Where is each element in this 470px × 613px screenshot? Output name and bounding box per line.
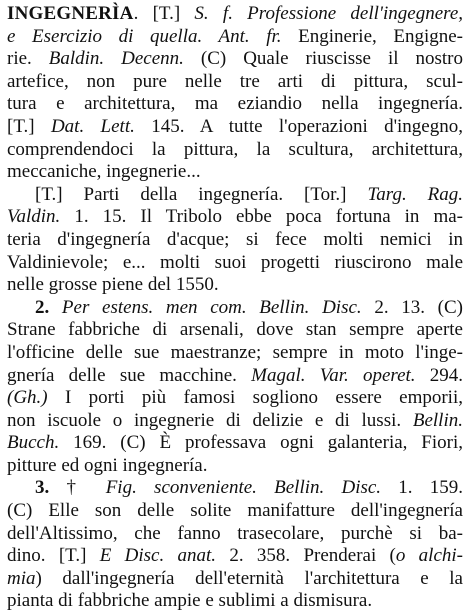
entry-line — [7, 116, 463, 139]
entry-line — [7, 274, 463, 297]
entry-text: comprendendoci la pittura, la scultura, architettura, — [7, 138, 463, 160]
entry-line — [7, 477, 463, 500]
entry-line — [7, 455, 463, 478]
entry-text: Valdinievole; e... molti suoi progetti riuscirono male — [7, 251, 463, 273]
entry-text: † — [66, 477, 106, 499]
entry-text: Valdin. — [7, 206, 61, 228]
entry-text: 1. 159. — [381, 477, 464, 499]
entry-line — [7, 432, 463, 455]
entry-line — [7, 545, 463, 568]
entry-text: mia — [7, 567, 36, 589]
entry-line — [7, 500, 463, 523]
entry-text: I porti più famosi sogliono essere emporii, — [47, 387, 463, 409]
entry-text: 3. — [35, 477, 67, 499]
headword: INGEGNERÌA — [7, 3, 134, 24]
entry-text: 1. 15. Il Tribolo ebbe poca fortuna in ma- — [60, 206, 463, 228]
entry-line — [7, 365, 463, 388]
entry-line — [7, 93, 463, 116]
dictionary-entry — [7, 3, 463, 613]
entry-text: Magal. Var. operet. — [251, 364, 416, 386]
entry-text: gnería delle sue macchine. — [7, 364, 252, 386]
entry-text: Bucch. — [7, 432, 60, 454]
entry-line — [7, 319, 463, 342]
entry-text: o alchi- — [395, 545, 463, 567]
entry-line — [7, 139, 463, 162]
entry-text: rie. — [7, 48, 49, 70]
entry-text: non iscuole o ingegnerie di delizie e di lussi. — [7, 409, 413, 431]
entry-text: Dat. Lett. — [50, 115, 135, 137]
entry-line — [7, 3, 463, 26]
entry-text: nelle grosse piene del 1550. — [7, 274, 219, 296]
entry-line — [7, 342, 463, 365]
entry-text: dell'Altissimo, che fanno trasecolare, purchè si ba- — [7, 522, 463, 544]
entry-line — [7, 48, 463, 71]
entry-line — [7, 184, 463, 207]
entry-text: e Esercizio di quella. Ant. fr. — [7, 25, 282, 47]
entry-text: meccaniche, ingegnerie... — [7, 161, 201, 183]
entry-text: 145. A tutte l'operazioni d'ingegno, — [134, 115, 463, 137]
entry-text: [T.] — [7, 115, 51, 137]
entry-text: Baldin. Decenn. — [48, 48, 184, 70]
entry-line — [7, 229, 463, 252]
entry-text: Bellin. — [412, 409, 463, 431]
entry-text: Strane fabbriche di arsenali, dove stan sempre aperte — [7, 319, 463, 341]
entry-text: tura e architettura, ma eziandio nella ingegnería. — [7, 93, 463, 115]
entry-text: ) dall'ingegnería dell'eternità l'architettura e la — [35, 567, 463, 589]
entry-line — [7, 297, 463, 320]
entry-text: 169. (C) È professava ogni galanteria, Fiori, — [59, 432, 463, 454]
entry-text: 2. 358. Prenderai ( — [216, 545, 396, 567]
entry-text: l'officine delle sue maestranze; sempre in moto l'inge- — [7, 341, 463, 363]
entry-text: (C) Quale riuscisse il nostro — [183, 48, 463, 70]
entry-text: 2. 13. (C) — [361, 296, 463, 318]
entry-text: Per estens. men com. Bellin. Disc. — [61, 296, 362, 318]
entry-line — [7, 410, 463, 433]
entry-text: Enginerie, Engigne- — [281, 25, 463, 47]
entry-text: E Disc. anat. — [99, 545, 217, 567]
entry-text: artefice, non pure nelle tre arti di pittura, scul- — [7, 70, 463, 92]
entry-line — [7, 568, 463, 591]
entry-text: (Gh.) — [7, 387, 48, 409]
entry-text: [T.] Parti della ingegnería. [Tor.] — [35, 183, 368, 205]
entry-text: 294. — [415, 364, 464, 386]
entry-text: teria d'ingegnería d'acque; si fece molti nemici in — [7, 228, 463, 250]
entry-line — [7, 26, 463, 49]
entry-text: pianta di fabbriche ampie e sublimi a dismisura. — [7, 590, 373, 612]
entry-text: pitture ed ogni ingegnería. — [7, 454, 208, 476]
entry-text: dino. [T.] — [7, 545, 100, 567]
entry-text: Targ. Rag. — [367, 183, 463, 205]
entry-line — [7, 206, 463, 229]
entry-line — [7, 523, 463, 546]
entry-text: 2. — [35, 296, 62, 318]
entry-line — [7, 71, 463, 94]
entry-text: . [T.] — [133, 3, 195, 24]
entry-line — [7, 252, 463, 275]
entry-text: Fig. sconveniente. Bellin. Disc. — [105, 477, 382, 499]
entry-line — [7, 161, 463, 184]
entry-line — [7, 387, 463, 410]
entry-text: S. f. Professione dell'ingegnere, — [194, 3, 464, 24]
entry-line — [7, 590, 463, 613]
entry-text: (C) Elle son delle solite manifatture dell'ingegnería — [7, 500, 463, 522]
